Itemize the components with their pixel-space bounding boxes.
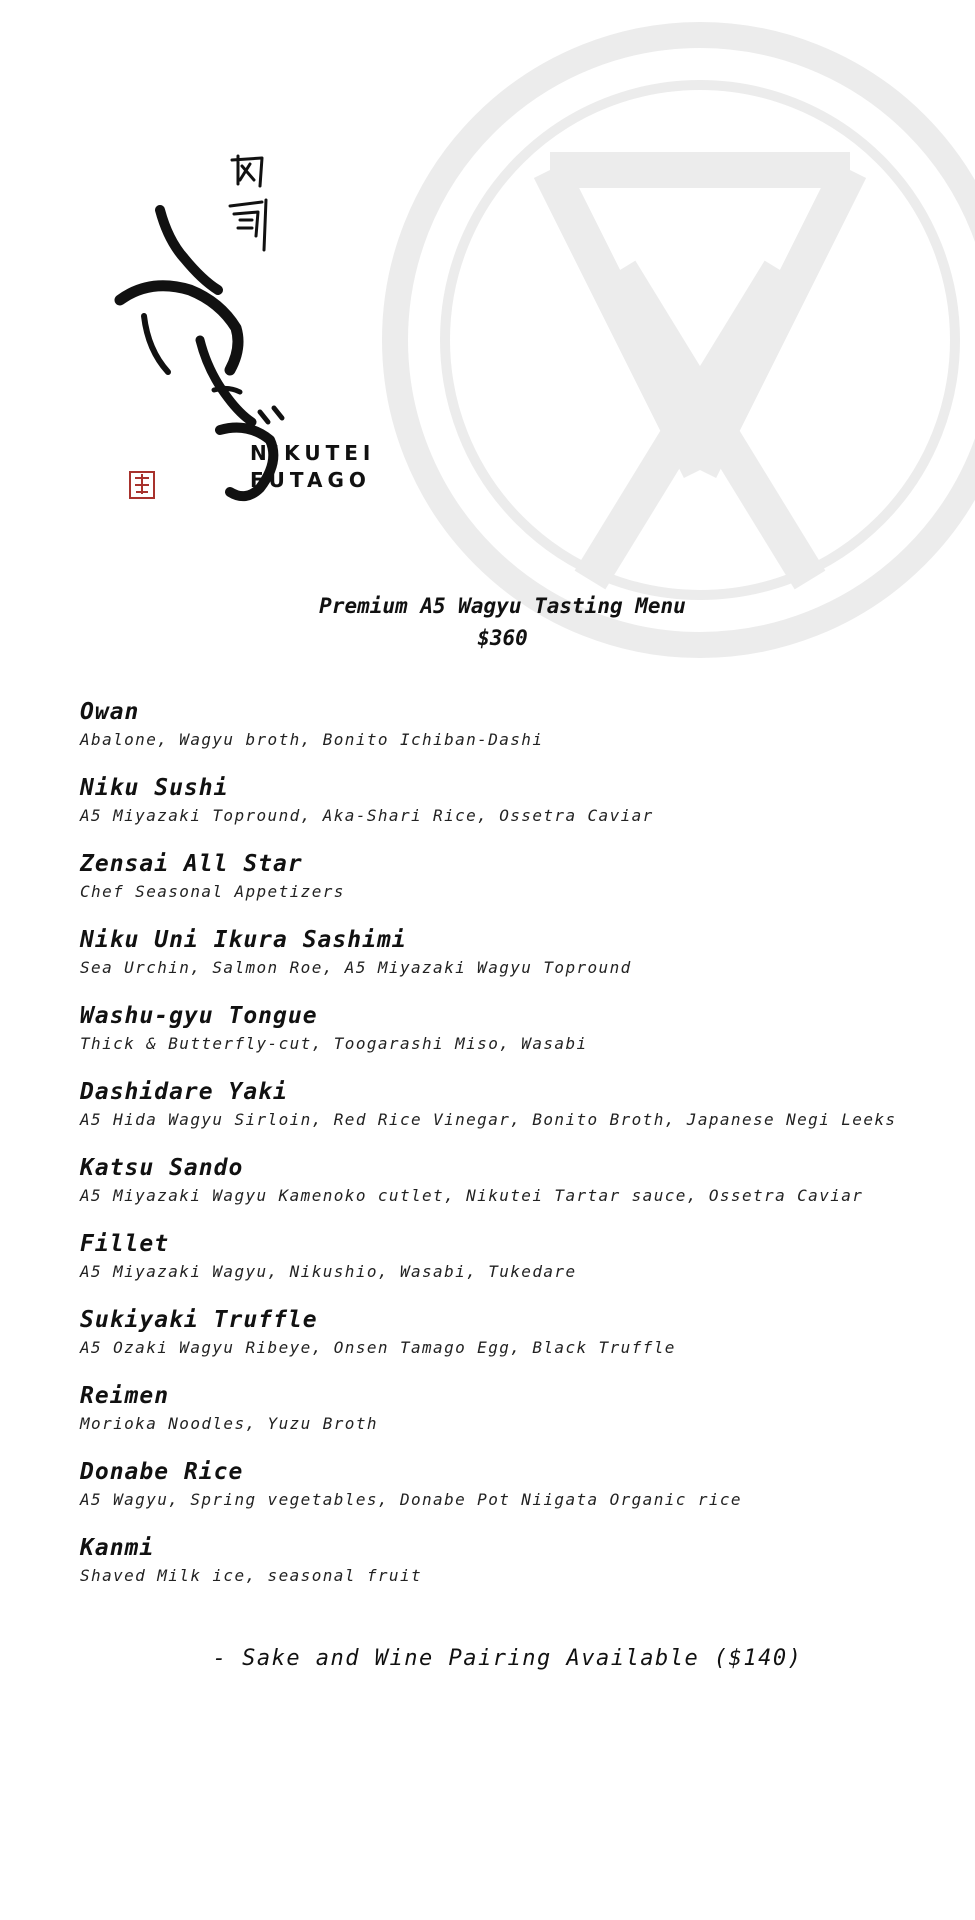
course-name: Fillet [80, 1231, 170, 1257]
course-item [80, 1075, 960, 1151]
course-item [80, 1531, 960, 1607]
menu-header [0, 590, 975, 654]
pairing-note: - Sake and Wine Pairing Available ($140) [212, 1646, 803, 1671]
menu-title: Premium A5 Wagyu Tasting Menu [319, 594, 686, 618]
course-item [80, 1455, 960, 1531]
course-item [80, 771, 960, 847]
course-name: Kanmi [80, 1535, 155, 1561]
course-description: A5 Miyazaki Wagyu, Nikushio, Wasabi, Tukedare [80, 1262, 577, 1281]
course-description: Sea Urchin, Salmon Roe, A5 Miyazaki Wagyu Topround [80, 958, 632, 977]
course-description: Abalone, Wagyu broth, Bonito Ichiban-Dashi [80, 730, 544, 749]
course-description: A5 Wagyu, Spring vegetables, Donabe Pot Niigata Organic rice [80, 1490, 742, 1509]
course-name: Owan [80, 699, 140, 725]
course-item [80, 999, 960, 1075]
brand-name [250, 440, 375, 494]
course-description: A5 Miyazaki Topround, Aka-Shari Rice, Ossetra Caviar [80, 806, 654, 825]
course-name: Katsu Sando [80, 1155, 244, 1181]
course-description: A5 Miyazaki Wagyu Kamenoko cutlet, Nikutei Tartar sauce, Ossetra Caviar [80, 1186, 864, 1205]
course-item [80, 847, 960, 923]
course-name: Reimen [80, 1383, 170, 1409]
course-description: Morioka Noodles, Yuzu Broth [80, 1414, 378, 1433]
course-item [80, 923, 960, 999]
course-item [80, 695, 960, 771]
course-item [80, 1303, 960, 1379]
course-description: A5 Ozaki Wagyu Ribeye, Onsen Tamago Egg, Black Truffle [80, 1338, 676, 1357]
menu-price: $360 [477, 626, 528, 650]
brand-line-2: FUTAGO [250, 468, 371, 492]
course-description: A5 Hida Wagyu Sirloin, Red Rice Vinegar, Bonito Broth, Japanese Negi Leeks [80, 1110, 897, 1129]
course-name: Donabe Rice [80, 1459, 244, 1485]
course-description: Thick & Butterfly-cut, Toogarashi Miso, Wasabi [80, 1034, 588, 1053]
course-item [80, 1151, 960, 1227]
course-name: Washu-gyu Tongue [80, 1003, 318, 1029]
course-item [80, 1379, 960, 1455]
brand-line-1: NIKUTEI [250, 441, 376, 465]
course-name: Niku Uni Ikura Sashimi [80, 927, 407, 953]
course-item [80, 1227, 960, 1303]
red-seal-icon [130, 472, 154, 498]
course-name: Niku Sushi [80, 775, 229, 801]
course-list [80, 695, 960, 1607]
course-description: Shaved Milk ice, seasonal fruit [80, 1566, 423, 1585]
course-name: Dashidare Yaki [80, 1079, 288, 1105]
course-name: Sukiyaki Truffle [80, 1307, 318, 1333]
course-name: Zensai All Star [80, 851, 303, 877]
course-description: Chef Seasonal Appetizers [80, 882, 345, 901]
